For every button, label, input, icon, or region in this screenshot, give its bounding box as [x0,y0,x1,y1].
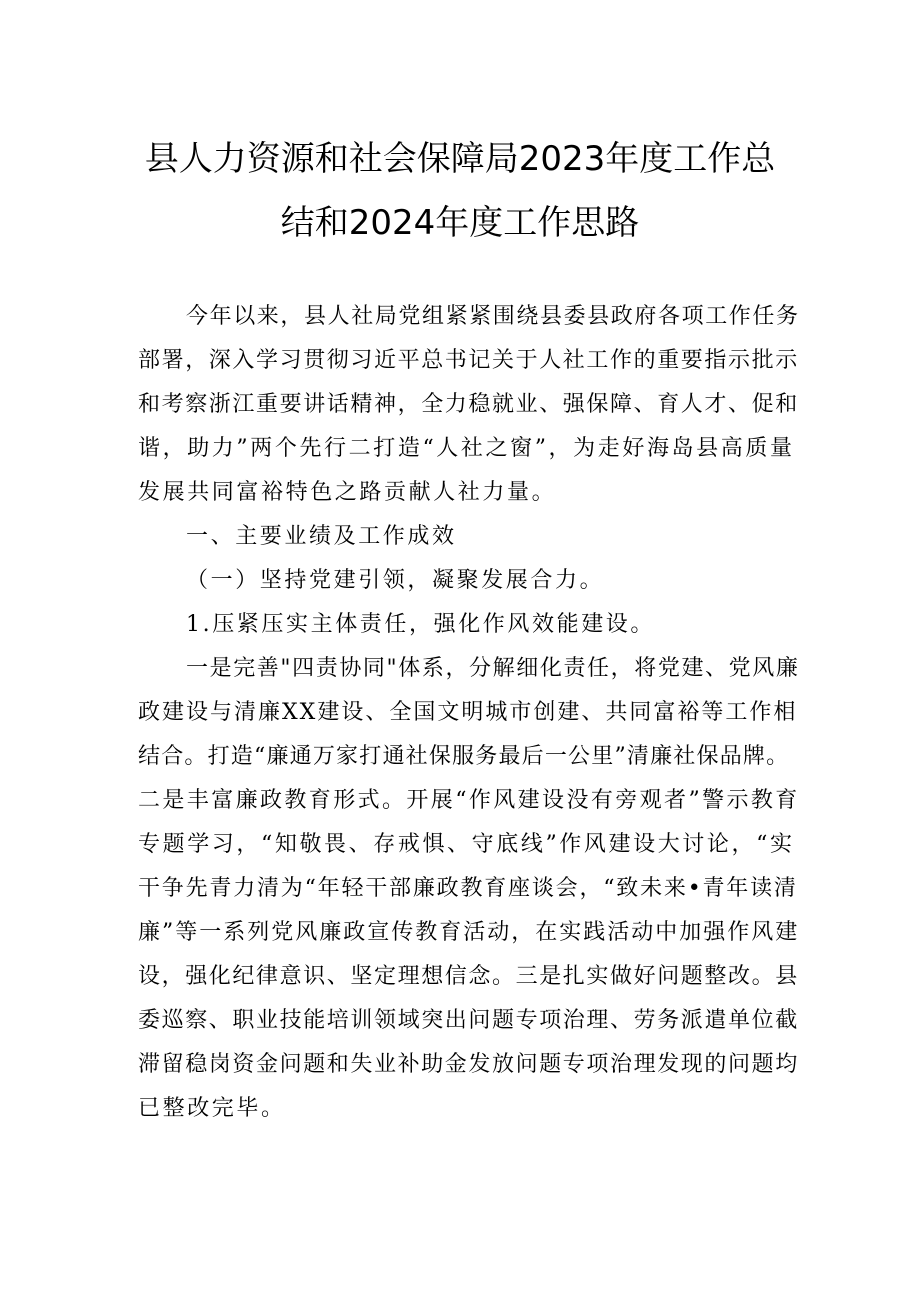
paragraph-line: 已整改完毕。 [138,1096,286,1121]
paragraph-line: 设，强化纪律意识、坚定理想信念。三是扎实做好问题整改。县 [138,964,799,989]
paragraph-line: 结合。打造“廉通万家打通社保服务最后一公里”清廉社保品牌。 [138,744,790,769]
paragraph-line: 谐，助力”两个先行二打造“人社之窗”，为走好海岛县高质量 [138,436,795,461]
document-title-line-2: 结和2024年度工作思路 [280,203,640,243]
paragraph-line: 发展共同富裕特色之路贡献人社力量。 [138,480,557,505]
paragraph-line: 滞留稳岗资金问题和失业补助金发放问题专项治理发现的问题均 [138,1052,799,1077]
paragraph-line: 今年以来，县人社局党组紧紧围绕县委县政府各项工作任务 [186,304,800,329]
document-title-line-1: 县人力资源和社会保障局2023年度工作总 [144,139,776,179]
paragraph-line: 部署，深入学习贯彻习近平总书记关于人社工作的重要指示批示 [138,348,799,373]
paragraph-line: 委巡察、职业技能培训领域突出问题专项治理、劳务派遣单位截 [138,1008,799,1033]
paragraph-line: 干争先青力清为“年轻干部廉政教育座谈会，“致未来•青年读清 [138,876,798,901]
paragraph-line: 二是丰富廉政教育形式。开展“作风建设没有旁观者”警示教育 [138,788,800,813]
paragraph-line: 和考察浙江重要讲话精神，全力稳就业、强保障、育人才、促和 [138,392,799,417]
subsection-heading: （一）坚持党建引领，凝聚发展合力。 [186,568,605,593]
paragraph-line: 廉”等一系列党风廉政宣传教育活动，在实践活动中加强作风建 [138,920,800,945]
paragraph-line: 专题学习，“知敬畏、存戒惧、守底线”作风建设大讨论，“实 [138,832,795,857]
item-heading: 1.压紧压实主体责任，强化作风效能建设。 [186,612,655,637]
paragraph-line: 政建设与清廉XX建设、全国文明城市创建、共同富裕等工作相 [138,700,798,725]
paragraph-line: 一是完善"四责协同"体系，分解细化责任，将党建、党风廉 [186,656,800,681]
section-heading: 一、主要业绩及工作成效 [186,524,457,549]
